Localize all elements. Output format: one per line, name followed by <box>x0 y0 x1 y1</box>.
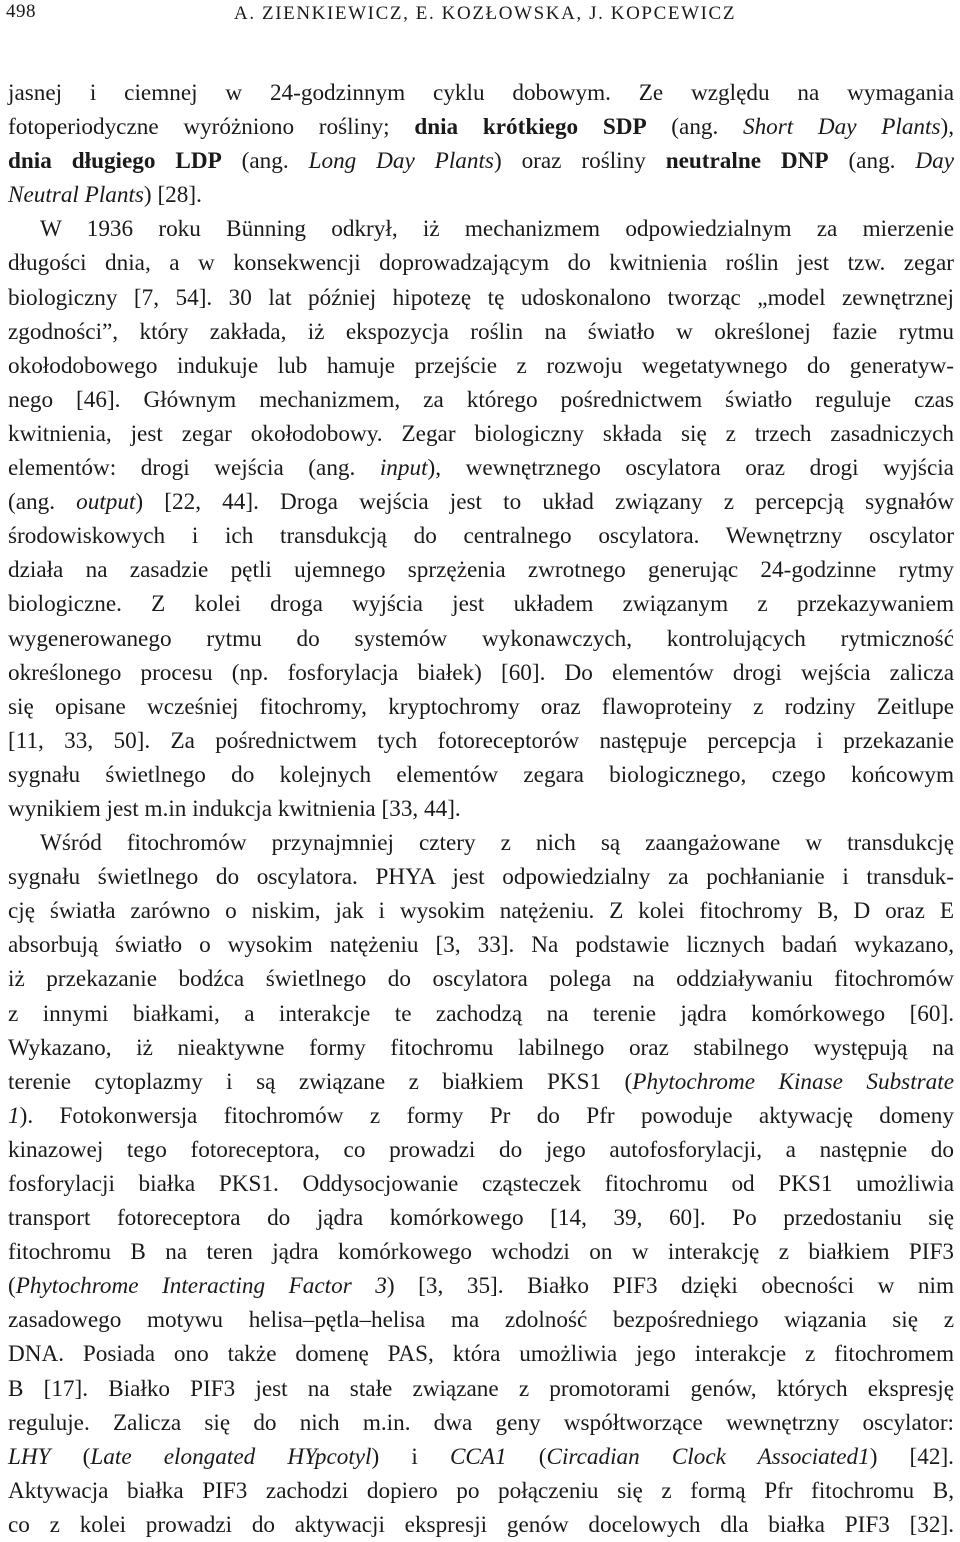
text-line <box>8 928 954 962</box>
text-line <box>8 1474 954 1508</box>
text-segment: sygnału świetlnego do kolejnych elementów zegara biologicznego, czego końcowym <box>8 761 954 788</box>
text-line <box>8 792 954 826</box>
text-line <box>8 656 954 690</box>
italic-term: 1 <box>8 1102 20 1129</box>
italic-term: Phytochrome Interacting Factor 3 <box>15 1273 387 1300</box>
text-segment: ( <box>8 1273 16 1300</box>
text-line <box>8 997 954 1031</box>
text-line <box>8 622 954 656</box>
text-segment: środowiskowych i ich transdukcją do centralnego oscylatora. Wewnętrzny oscylator <box>8 523 954 550</box>
bold-term: dnia krótkiego SDP <box>414 114 647 141</box>
text-segment: ( <box>50 1443 91 1470</box>
text-segment: ) [3, 35]. Białko PIF3 dzięki obecności w nim <box>386 1273 955 1300</box>
running-header <box>0 0 960 32</box>
text-line <box>8 383 954 417</box>
text-segment: fosforylacji białka PKS1. Oddysocjowanie cząsteczek fitochromu od PKS1 umożliwia <box>8 1171 954 1197</box>
text-segment: DNA. Posiada ono także domenę PAS, która umożliwia jego interakcje z fitochromem <box>8 1341 954 1368</box>
text-line <box>8 962 954 996</box>
text-segment: (ang. <box>646 114 743 141</box>
italic-term: CCA1 <box>449 1443 507 1470</box>
text-segment: okołodobowego indukuje lub hamuje przejście z rozwoju wegetatywnego do generatyw- <box>8 352 954 379</box>
page-number: 498 <box>6 1 36 22</box>
text-segment: ). Fotokonwersja fitochromów z formy Pr do Pfr powoduje aktywację domeny <box>19 1102 954 1129</box>
italic-term: Long Day Plants <box>308 148 494 175</box>
text-line <box>8 587 954 621</box>
text-line <box>8 1031 954 1065</box>
text-segment: (ang. <box>221 148 309 175</box>
text-segment: kinazowej tego fotoreceptora, co prowadzi do jego autofosforylacji, a następnie do <box>8 1136 954 1163</box>
text-line <box>8 1167 954 1201</box>
text-segment: Wśród fitochromów przynajmniej cztery z nich są zaangażowane w transdukcję <box>40 830 954 857</box>
text-segment: jasnej i ciemnej w 24-godzinnym cyklu dobowym. Ze względu na wymagania <box>8 80 954 106</box>
text-line <box>8 1099 954 1133</box>
italic-term: Late elongated HYpcotyl <box>90 1443 372 1470</box>
text-line <box>8 724 954 758</box>
text-line <box>8 178 954 212</box>
text-segment: Aktywacja białka PIF3 zachodzi dopiero po połączeniu się z formą Pfr fitochromu B, <box>8 1477 954 1504</box>
text-segment: wygenerowanego rytmu do systemów wykonawczych, kontrolujących rytmiczność <box>8 625 954 652</box>
text-segment: się opisane wcześniej fitochromy, kryptochromy oraz flawoproteiny z rodziny Zeitlupe <box>8 693 954 720</box>
text-line <box>8 281 954 315</box>
text-segment: działa na zasadzie pętli ujemnego sprzężenia zwrotnego generując 24-godzinne rytmy <box>8 557 954 584</box>
italic-term: Day <box>915 148 955 175</box>
text-line <box>8 519 954 553</box>
italic-term: input <box>379 455 428 482</box>
text-segment: ) oraz rośliny <box>493 148 666 175</box>
text-line <box>8 485 954 519</box>
text-segment: absorbują światło o wysokim natężeniu [3, 33]. Na podstawie licznych badań wykazano, <box>8 932 954 959</box>
text-line <box>8 1508 954 1542</box>
italic-term: Neutral Plants <box>8 182 144 209</box>
text-segment: zasadowego motywu helisa–pętla–helisa ma zdolność bezpośredniego wiązania się z <box>8 1307 954 1334</box>
text-segment: ), wewnętrznego oscylatora oraz drogi wyjścia <box>427 455 954 482</box>
text-segment: fitochromu B na teren jądra komórkowego wchodzi on w interakcję z białkiem PIF3 <box>8 1239 954 1266</box>
text-segment: co z kolei prowadzi do aktywacji ekspresji genów docelowych dla białka PIF3 [32]. <box>8 1511 954 1538</box>
text-line <box>8 1269 954 1303</box>
text-line <box>8 860 954 894</box>
text-segment: B [17]. Białko PIF3 jest na stałe związane z promotorami genów, których ekspresję <box>8 1375 954 1402</box>
italic-term: Phytochrome Kinase Substrate <box>632 1068 954 1095</box>
text-segment: (ang. <box>8 489 77 516</box>
italic-term: LHY <box>8 1443 51 1470</box>
text-segment: terenie cytoplazmy i są związane z białkiem PKS1 ( <box>8 1068 633 1095</box>
running-head-authors: A. ZIENKIEWICZ, E. KOZŁOWSKA, J. KOPCEWICZ <box>234 3 737 24</box>
text-segment: określonego procesu (np. fosforylacja białek) [60]. Do elementów drogi wejścia zalicza <box>8 659 954 686</box>
text-line <box>8 76 954 110</box>
text-line <box>8 1235 954 1269</box>
text-line <box>8 1406 954 1440</box>
text-segment: biologiczne. Z kolei droga wyjścia jest układem związanym z przekazywaniem <box>8 591 954 618</box>
text-segment: ), <box>940 114 955 141</box>
text-segment: ( <box>506 1443 547 1470</box>
text-segment: reguluje. Zalicza się do nich m.in. dwa geny współtworzące wewnętrzny oscylator: <box>8 1409 954 1436</box>
text-line <box>8 451 954 485</box>
text-line <box>8 758 954 792</box>
italic-term: Circadian Clock Associated1 <box>546 1443 870 1470</box>
text-segment: W 1936 roku Bünning odkrył, iż mechanizmem odpowiedzialnym za mierzenie <box>40 216 954 243</box>
text-line <box>8 894 954 928</box>
text-segment: (ang. <box>828 148 916 175</box>
bold-term: dnia długiego LDP <box>8 148 222 175</box>
text-segment: elementów: drogi wejścia (ang. <box>8 455 380 482</box>
text-segment: fotoperiodyczne wyróżniono rośliny; <box>8 114 415 141</box>
text-line <box>8 1372 954 1406</box>
text-line <box>8 110 954 144</box>
text-line <box>8 1440 954 1474</box>
text-segment: iż przekazanie bodźca świetlnego do oscylatora polega na oddziaływaniu fitochromów <box>8 966 954 993</box>
text-segment: kwitnienia, jest zegar okołodobowy. Zegar biologiczny składa się z trzech zasadniczych <box>8 420 954 447</box>
bold-term: neutralne DNP <box>665 148 829 175</box>
body-text <box>8 76 954 1542</box>
text-line <box>8 1065 954 1099</box>
text-line <box>8 1337 954 1371</box>
text-line <box>8 1303 954 1337</box>
text-segment: nego [46]. Głównym mechanizmem, za którego pośrednictwem światło reguluje czas <box>8 386 954 413</box>
text-line <box>8 144 954 178</box>
text-segment: [11, 33, 50]. Za pośrednictwem tych fotoreceptorów następuje percepcja i przekazanie <box>8 727 954 754</box>
text-segment: z innymi białkami, a interakcje te zachodzą na terenie jądra komórkowego [60]. <box>8 1000 954 1027</box>
text-segment: sygnału świetlnego do oscylatora. PHYA jest odpowiedzialny za pochłanianie i transduk- <box>8 864 954 891</box>
text-segment: zgodności”, który zakłada, iż ekspozycja roślin na światło w określonej fazie rytmu <box>8 318 954 345</box>
text-line <box>8 1133 954 1167</box>
text-segment: długości dnia, a w konsekwencji doprowadzającym do kwitnienia roślin jest tzw. zegar <box>8 250 954 277</box>
text-segment: wynikiem jest m.in indukcja kwitnienia [33, 44]. <box>8 795 461 822</box>
italic-term: Short Day Plants <box>742 114 941 141</box>
text-line <box>8 349 954 383</box>
text-segment: cję światła zarówno o niskim, jak i wysokim natężeniu. Z kolei fitochromy B, D oraz E <box>8 898 954 925</box>
text-line <box>8 826 954 860</box>
text-segment: biologiczny [7, 54]. 30 lat później hipotezę tę udoskonalono tworząc „model zewnętrznej <box>8 284 954 311</box>
text-line <box>8 246 954 280</box>
text-line <box>8 417 954 451</box>
text-segment: ) [28]. <box>143 182 202 209</box>
text-segment: ) [42]. <box>869 1443 954 1470</box>
italic-term: output <box>76 489 136 516</box>
text-line <box>8 553 954 587</box>
text-segment: transport fotoreceptora do jądra komórkowego [14, 39, 60]. Po przedostaniu się <box>8 1205 954 1232</box>
text-line <box>8 212 954 246</box>
text-segment: Wykazano, iż nieaktywne formy fitochromu labilnego oraz stabilnego występują na <box>8 1034 954 1061</box>
text-segment: ) i <box>371 1443 450 1470</box>
text-segment: ) [22, 44]. Droga wejścia jest to układ związany z percepcją sygnałów <box>135 489 954 516</box>
text-line <box>8 1201 954 1235</box>
text-line <box>8 315 954 349</box>
text-line <box>8 690 954 724</box>
